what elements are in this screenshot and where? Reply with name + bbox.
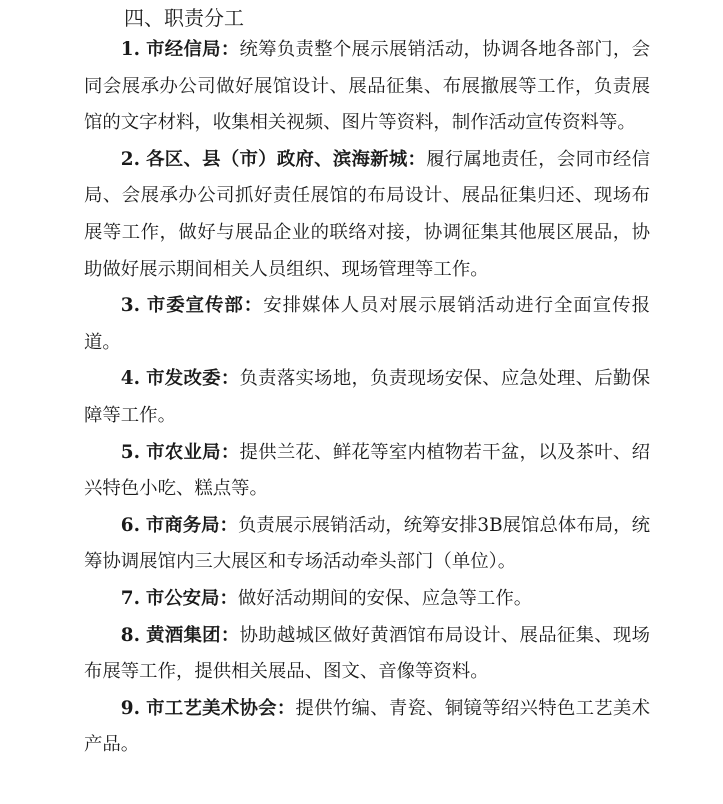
item-unit: 各区、县（市）政府、滨海新城 (146, 148, 408, 170)
list-item (84, 435, 650, 508)
list-item (84, 142, 650, 288)
section-heading: 四、职责分工 (124, 6, 244, 30)
item-number: 7. (120, 587, 140, 609)
item-unit: 市委宣传部 (146, 295, 244, 317)
item-unit: 市发改委 (146, 368, 221, 390)
item-separator: ： (220, 39, 240, 60)
list-item (84, 288, 650, 361)
item-separator: ： (276, 697, 296, 719)
item-number: 3. (120, 295, 140, 317)
list-item (84, 361, 650, 434)
item-separator: ： (243, 295, 264, 317)
item-number: 4. (120, 368, 140, 390)
item-text: 提供兰花、鲜花等室内植物若干盆，以及茶叶、绍兴特色小吃、糕点等。 (84, 441, 650, 500)
item-text: 统筹负责整个展示展销活动，协调各地各部门，会同会展承办公司做好展馆设计、展品征集、布展撤展等工作，负责展馆的文字材料，收集相关视频、图片等资料，制作活动宣传资料等。 (84, 39, 650, 134)
item-unit: 市商务局 (145, 514, 220, 536)
list-item (84, 32, 650, 142)
item-separator: ： (220, 624, 240, 646)
item-number: 8. (120, 624, 140, 646)
item-unit: 市农业局 (146, 441, 221, 463)
item-number: 1. (120, 39, 140, 60)
item-unit: 市工艺美术协会 (146, 697, 277, 719)
item-text: 负责落实场地，负责现场安保、应急处理、后勤保障等工作。 (84, 368, 650, 426)
list-item (84, 581, 650, 618)
list-item (84, 618, 650, 691)
item-number: 9. (120, 697, 140, 719)
item-text: 协助越城区做好黄酒馆布局设计、展品征集、现场布展等工作，提供相关展品、图文、音像等资料。 (84, 624, 650, 683)
item-unit: 黄酒集团 (146, 624, 221, 646)
item-number: 5. (120, 441, 140, 463)
item-number: 2. (120, 148, 140, 170)
item-separator: ： (220, 368, 240, 390)
item-separator: ： (407, 148, 427, 170)
item-unit: 市经信局 (146, 39, 221, 60)
item-unit: 市公安局 (145, 587, 220, 609)
list-item (84, 691, 650, 764)
item-separator: ： (219, 514, 238, 536)
list-item (84, 508, 650, 581)
responsibility-list (84, 32, 650, 764)
item-text: 安排媒体人员对展示展销活动进行全面宣传报道。 (84, 295, 650, 353)
item-text: 做好活动期间的安保、应急等工作。 (237, 587, 533, 609)
item-text: 负责展示展销活动，统筹安排3B展馆总体布局，统筹协调展馆内三大展区和专场活动牵头部门（单位）。 (84, 514, 650, 573)
item-text: 提供竹编、青瓷、铜镜等绍兴特色工艺美术产品。 (84, 697, 650, 756)
item-number: 6. (120, 514, 140, 536)
item-separator: ： (219, 587, 238, 609)
item-separator: ： (220, 441, 240, 463)
item-text: 履行属地责任，会同市经信局、会展承办公司抓好责任展馆的布局设计、展品征集归还、现场布展等工作，做好与展品企业的联络对接，协调征集其他展区展品，协助做好展示期间相关人员组织、现场管理等工作。 (84, 148, 650, 280)
